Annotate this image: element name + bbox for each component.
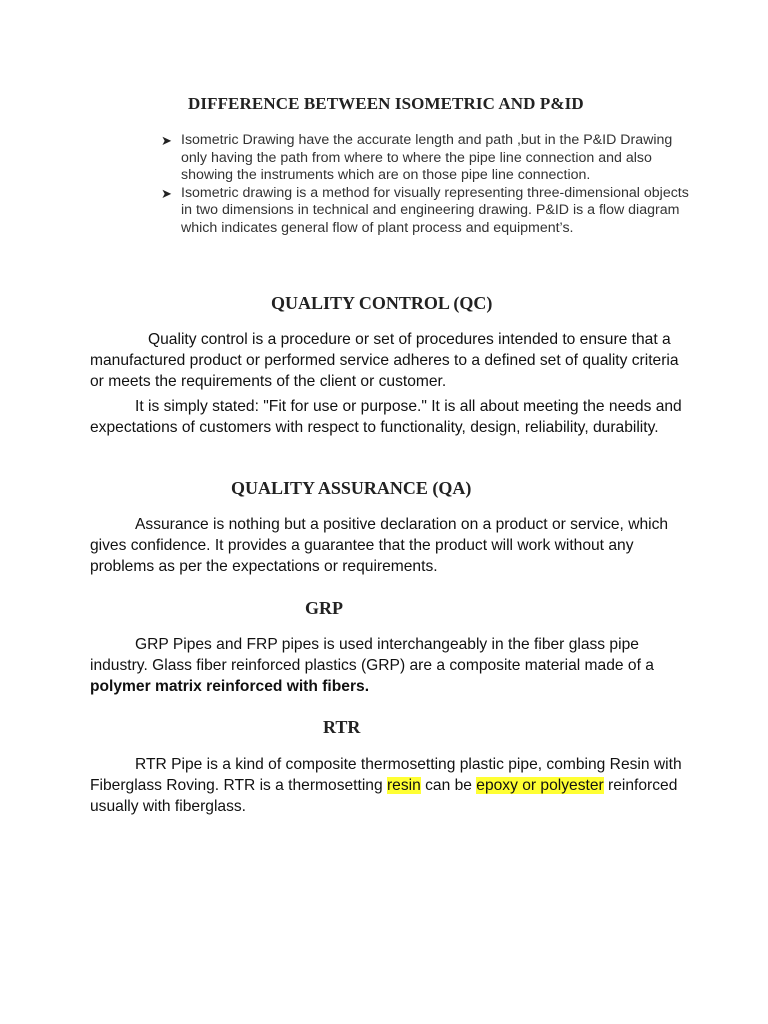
- bullet-item: [160, 132, 690, 185]
- rtr-text-part-2: can be: [420, 776, 477, 794]
- qc-paragraph-2-text: It is simply stated: "Fit for use or purpose." It is all about meeting the needs and expectations of customers with respect to functionality, design, reliability, durability.: [90, 398, 682, 436]
- qc-paragraph-2: [90, 397, 690, 439]
- heading-quality-control: QUALITY CONTROL (QC): [271, 293, 493, 313]
- grp-bold-phrase: polymer matrix reinforced with fibers.: [90, 677, 370, 695]
- heading-quality-assurance: QUALITY ASSURANCE (QA): [231, 478, 472, 498]
- heading-grp: GRP: [305, 598, 343, 618]
- qa-paragraph: [90, 515, 690, 577]
- rtr-text-part-3: reinforced usually with fiberglass.: [90, 776, 678, 815]
- heading-rtr: RTR: [323, 717, 361, 737]
- bullet-text: Isometric Drawing have the accurate length and path ,but in the P&ID Drawing only having the path from where to where the pipe line connection and also showing the instruments which are on those pipe line connection.: [181, 132, 673, 184]
- qc-paragraph-1: [90, 330, 690, 392]
- qc-paragraph-1-text: Quality control is a procedure or set of procedures intended to ensure that a manufactured product or performed service adheres to a defined set of quality criteria or meets the requirements of the client or customer.: [90, 331, 679, 390]
- arrowhead-bullet-icon: ➤: [161, 133, 172, 148]
- grp-paragraph: [90, 635, 690, 697]
- bullet-item: [160, 185, 690, 238]
- highlight-resin: resin: [386, 776, 421, 794]
- rtr-paragraph: [90, 755, 690, 817]
- heading-difference-isometric-pid: DIFFERENCE BETWEEN ISOMETRIC AND P&ID: [188, 94, 584, 113]
- qa-paragraph-text: Assurance is nothing but a positive declaration on a product or service, which gives confidence. It provides a guarantee that the product will work without any problems as per the expectations or requirements.: [90, 516, 669, 575]
- bullet-text: Isometric drawing is a method for visually representing three-dimensional objects in two dimensions in technical and engineering drawing. P&ID is a flow diagram which indicates general flow of plant process and equipment’s.: [181, 184, 689, 236]
- rtr-text-part-1: RTR Pipe is a kind of composite thermosetting plastic pipe, combing Resin with Fiberglass Roving. RTR is a thermosetting: [90, 756, 682, 794]
- arrowhead-bullet-icon: ➤: [161, 185, 172, 201]
- highlight-epoxy-polyester: epoxy or polyester: [476, 776, 604, 794]
- difference-bullet-list: [160, 132, 690, 238]
- grp-paragraph-text: GRP Pipes and FRP pipes is used interchangeably in the fiber glass pipe industry. Glass fiber reinforced plastics (GRP) are a composite material made of a: [90, 636, 654, 674]
